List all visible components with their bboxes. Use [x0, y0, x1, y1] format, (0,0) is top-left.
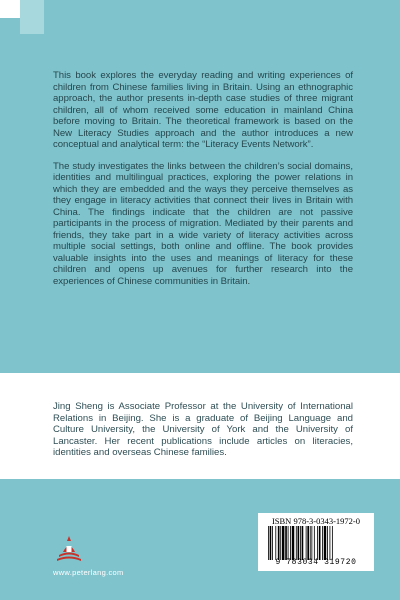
- barcode-bar: [311, 526, 312, 560]
- barcode-bar: [302, 526, 304, 560]
- barcode-bars: [268, 526, 366, 560]
- barcode-bar: [272, 526, 273, 560]
- barcode-bar: [327, 526, 328, 560]
- isbn-label: ISBN 978-3-0343-1972-0: [271, 516, 361, 526]
- barcode-bar: [280, 526, 281, 560]
- blurb-paragraph-2: The study investigates the links between the children’s social domains, identities and multilingual practices, exploring the power relations in which they are embedded and the ways they perceive themselves as they engage in literacy activities that connect their lives in Britain with China. The findings indicate that the children are not passive participants in the process of migration. Mediated by their parents and friends, they take part in a wide variety of literacy activities across multiple social settings, both online and offline. The book provides valuable insights into the uses and meanings of literacy for these children and opens up avenues for further research into the experiences of Chinese communities in Britain.: [53, 160, 353, 287]
- barcode-bar: [296, 526, 297, 560]
- barcode-bar: [300, 526, 301, 560]
- isbn-barcode: [258, 513, 374, 571]
- barcode-bar: [270, 526, 272, 560]
- back-cover-blurb: [53, 70, 353, 297]
- barcode-bar: [292, 526, 294, 560]
- barcode-bar: [275, 526, 276, 560]
- barcode-bar: [298, 526, 300, 560]
- barcode-bar: [306, 526, 307, 560]
- barcode-bar: [322, 526, 323, 560]
- barcode-bar: [268, 526, 269, 560]
- blurb-paragraph-1: This book explores the everyday reading and writing experiences of children from Chinese families living in Britain. Using an ethnographic approach, the author presents in-depth case studies of three migrant children, all of whom received some education in mainland China before moving to Britain. The theoretical framework is based on the New Literacy Studies approach and the author introduces a new conceptual and analytical term: the “Literacy Events Network”.: [53, 70, 353, 150]
- barcode-bar: [324, 526, 326, 560]
- barcode-bar: [285, 526, 287, 560]
- barcode-digits: 9 783034 319720: [275, 558, 357, 567]
- barcode-bar: [314, 526, 315, 560]
- peter-lang-logo-icon: [54, 534, 84, 564]
- author-bio: Jing Sheng is Associate Professor at the University of International Relations in Beijing. She is a graduate of Beijing Language and Culture University, the University of York and the University of Lancaster. Her recent publications include articles on literacies, identities and overseas Chinese families.: [53, 401, 353, 458]
- corner-strip-decoration: [20, 0, 44, 34]
- publisher-website: www.peterlang.com: [53, 568, 124, 577]
- barcode-bar: [278, 526, 280, 560]
- barcode-bar: [310, 526, 311, 560]
- author-bio-band: [0, 373, 400, 479]
- barcode-bar: [330, 526, 331, 560]
- barcode-bar: [307, 526, 309, 560]
- barcode-bar: [332, 526, 333, 560]
- barcode-bar: [282, 526, 284, 560]
- barcode-bar: [288, 526, 289, 560]
- barcode-bar: [317, 526, 318, 560]
- barcode-bar: [290, 526, 291, 560]
- barcode-bar: [319, 526, 321, 560]
- corner-square-decoration: [0, 0, 20, 18]
